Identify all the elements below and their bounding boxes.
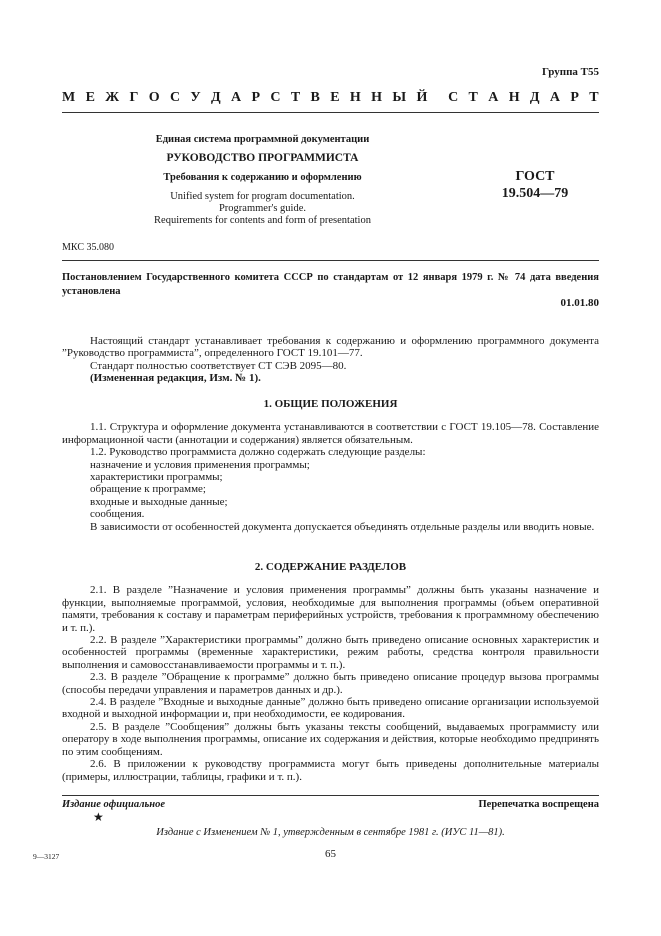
list-item: сообщения. [90, 508, 145, 521]
mks-code: МКС 35.080 [62, 242, 114, 253]
banner-letter: А [231, 90, 242, 105]
section-1 [62, 398, 599, 533]
intro-block [62, 335, 599, 385]
banner-letter: Т [589, 90, 599, 105]
banner-letter: О [148, 90, 160, 105]
list-item: входные и выходные данные; [90, 495, 228, 508]
banner-letter: Т [468, 90, 478, 105]
banner-letter: Н [349, 90, 361, 105]
decree-text: Постановлением Государственного комитета СССР по стандартам от 12 января 1979 г. № 74 дата введения установлена [62, 272, 599, 297]
clause-1-2-note: В зависимости от особенностей документа допускается объединять отдельные разделы или вводить новые. [90, 520, 595, 533]
section-2-heading: 2. СОДЕРЖАНИЕ РАЗДЕЛОВ [254, 561, 407, 573]
star-icon: ★ [93, 810, 104, 824]
title-system: Единая система программной документации [155, 134, 370, 145]
banner-letter: Е [85, 90, 95, 105]
banner-letter: Д [211, 90, 221, 105]
group-code: Группа Т55 [541, 66, 599, 78]
header-rule-top [62, 112, 599, 113]
banner-letter: Й [416, 90, 428, 105]
clause-2-3: 2.3. В разделе ”Обращение к программе” должно быть приведено описание процедур вызова программы (способы передачи управления и параметров данных и др.). [62, 671, 599, 696]
banner-letter: Р [570, 90, 579, 105]
banner-letter: А [549, 90, 561, 105]
banner-letter: Р [251, 90, 261, 105]
clause-2-1: 2.1. В разделе ”Назначение и условия применения программы” должны быть указаны назначение и функции, выполняемые программой, условия, необходимые для выполнения программы (объем оперативной памяти, требования к составу и параметрам периферийных устройств, требования к программному обеспечению и т. п.). [62, 584, 599, 634]
banner-letter: Н [508, 90, 520, 105]
banner-letter: С [448, 90, 459, 105]
title-main: РУКОВОДСТВО ПРОГРАММИСТА [166, 152, 359, 164]
gost-label: ГОСТ [515, 169, 555, 184]
reprint-prohibited-label: Перепечатка воспрещена [478, 799, 599, 810]
banner-letter: Ы [392, 90, 407, 105]
edition-note: Издание с Изменением № 1, утвержденным в сентябре 1981 г. (ИУС 11—81). [156, 827, 505, 838]
page-number: 65 [325, 848, 336, 860]
banner-letter: Е [330, 90, 340, 105]
list-item: обращение к программе; [90, 483, 206, 496]
clause-1-1: 1.1. Структура и оформление документа устанавливаются в соответствии с ГОСТ 19.105—78. Составление информационной части (аннотации и содержания) является обязательным. [62, 421, 599, 446]
title-en-line-1: Unified system for program documentation. [170, 191, 355, 202]
banner-letter: Ж [105, 90, 120, 105]
banner-letter: М [62, 90, 76, 105]
banner-letter: У [190, 90, 201, 105]
list-item: характеристики программы; [90, 471, 223, 484]
banner-letter: Г [129, 90, 139, 105]
print-code: 9—3127 [33, 852, 60, 861]
clause-2-4: 2.4. В разделе ”Входные и выходные данные” должно быть приведено описание организации используемой входной и выходной информации и, при необходимости, ее кодирования. [62, 696, 599, 721]
banner-letter: С [270, 90, 281, 105]
clause-2-5: 2.5. В разделе ”Сообщения” должны быть указаны тексты сообщений, выдаваемых программисту или оператору в ходе выполнения программы, описание их содержания и действия, которые необходимо предпринять по этим сообщениям. [62, 720, 599, 758]
footer-rule [62, 795, 599, 796]
clause-2-6: 2.6. В приложении к руководству программиста могут быть приведены дополнительные материалы (примеры, иллюстрации, таблицы, графики и т. п.). [62, 758, 599, 783]
section-1-heading: 1. ОБЩИЕ ПОЛОЖЕНИЯ [263, 398, 398, 410]
banner-letter: Н [371, 90, 383, 105]
list-item: назначение и условия применения программы; [90, 458, 310, 471]
header-rule-bottom [62, 260, 599, 261]
official-edition-label: Издание официальное [62, 799, 166, 810]
gost-number: 19.504—79 [501, 186, 569, 201]
title-sub: Требования к содержанию и оформлению [163, 172, 362, 183]
banner-letter: С [169, 90, 181, 105]
intro-compliance: Стандарт полностью соответствует СТ СЭВ 2095—80. [90, 359, 347, 372]
clause-1-2: 1.2. Руководство программиста должно содержать следующие разделы: [90, 446, 426, 459]
banner-letter: В [310, 90, 320, 105]
banner-letter: Д [529, 90, 540, 105]
interstate-standard-banner [62, 90, 599, 106]
introduction-date: 01.01.80 [560, 297, 599, 309]
section-2 [62, 561, 599, 783]
intro-paragraph: Настоящий стандарт устанавливает требования к содержанию и оформлению программного документа ”Руководство программиста”, определенного ГОСТ 19.101—77. [62, 335, 599, 360]
banner-letter: А [488, 90, 499, 105]
clause-2-2: 2.2. В разделе ”Характеристики программы” должно быть приведено описание основных характеристик и особенностей программы (временные характеристики, режим работы, средства контроля правильности выполнения и самовосстанавливаемости программы и т. п.). [62, 634, 599, 671]
intro-revision-note: (Измененная редакция, Изм. № 1). [90, 372, 261, 385]
title-en-line-2: Programmer's guide. [218, 203, 307, 214]
banner-letter: Т [290, 90, 301, 105]
title-en-line-3: Requirements for contents and form of presentation [154, 215, 371, 226]
